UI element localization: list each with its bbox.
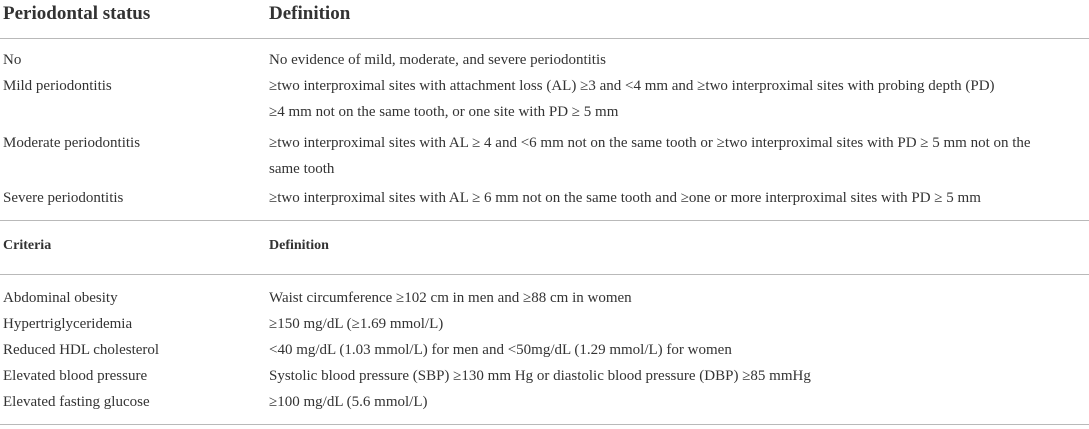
periodontal-status-cell: Moderate periodontitis bbox=[3, 135, 141, 151]
header-definition: Definition bbox=[269, 3, 351, 24]
periodontal-status-cell: No bbox=[3, 52, 22, 68]
definition-line: ≥two interproximal sites with AL ≥ 6 mm not on the same tooth and ≥one or more interproximal sites with PD ≥ 5 mm bbox=[269, 190, 981, 206]
definition-cell bbox=[269, 130, 1087, 182]
table-header bbox=[0, 0, 1089, 38]
definition-line: ≥4 mm not on the same tooth, or one site with PD ≥ 5 mm bbox=[269, 104, 619, 120]
criteria-subheader bbox=[0, 233, 1089, 259]
definition-cell bbox=[269, 363, 1087, 389]
criterion-cell: Abdominal obesity bbox=[3, 290, 118, 306]
criterion-cell: Reduced HDL cholesterol bbox=[3, 342, 160, 358]
subheader-definition: Definition bbox=[269, 238, 329, 253]
table-row bbox=[0, 285, 1089, 311]
definition-cell bbox=[269, 285, 1087, 311]
definition-cell bbox=[269, 389, 1087, 415]
subheader-divider bbox=[0, 274, 1089, 275]
table-row bbox=[0, 337, 1089, 363]
criterion-cell: Hypertriglyceridemia bbox=[3, 316, 133, 332]
criterion-cell: Elevated blood pressure bbox=[3, 368, 148, 384]
definition-cell bbox=[269, 185, 1087, 211]
section-divider bbox=[0, 220, 1089, 221]
definition-line: Systolic blood pressure (SBP) ≥130 mm Hg or diastolic blood pressure (DBP) ≥85 mmHg bbox=[269, 368, 811, 384]
definition-line: ≥150 mg/dL (≥1.69 mmol/L) bbox=[269, 316, 444, 332]
table-row bbox=[0, 185, 1089, 211]
definition-line: No evidence of mild, moderate, and severe periodontitis bbox=[269, 52, 606, 68]
table-row bbox=[0, 389, 1089, 415]
header-divider bbox=[0, 38, 1089, 39]
definition-cell bbox=[269, 311, 1087, 337]
periodontal-status-cell: Mild periodontitis bbox=[3, 78, 112, 94]
definition-line: <40 mg/dL (1.03 mmol/L) for men and <50mg/dL (1.29 mmol/L) for women bbox=[269, 342, 732, 358]
definition-cell bbox=[269, 47, 1087, 73]
table-row bbox=[0, 363, 1089, 389]
table-row bbox=[0, 130, 1089, 182]
table-bottom-border bbox=[0, 424, 1089, 425]
table-row bbox=[0, 73, 1089, 125]
subheader-criteria: Criteria bbox=[3, 238, 52, 253]
definition-line: Waist circumference ≥102 cm in men and ≥88 cm in women bbox=[269, 290, 632, 306]
definition-line: ≥two interproximal sites with attachment loss (AL) ≥3 and <4 mm and ≥two interproximal sites with probing depth (PD) bbox=[269, 78, 995, 94]
definition-line: ≥100 mg/dL (5.6 mmol/L) bbox=[269, 394, 428, 410]
table-row bbox=[0, 47, 1089, 73]
definition-cell bbox=[269, 73, 1087, 125]
table-row bbox=[0, 311, 1089, 337]
definition-line: same tooth bbox=[269, 161, 335, 177]
definition-line: ≥two interproximal sites with AL ≥ 4 and <6 mm not on the same tooth or ≥two interproximal sites with PD ≥ 5 mm not on the bbox=[269, 135, 1031, 151]
definition-cell bbox=[269, 337, 1087, 363]
criterion-cell: Elevated fasting glucose bbox=[3, 394, 150, 410]
header-periodontal-status: Periodontal status bbox=[3, 3, 151, 24]
periodontal-status-cell: Severe periodontitis bbox=[3, 190, 124, 206]
